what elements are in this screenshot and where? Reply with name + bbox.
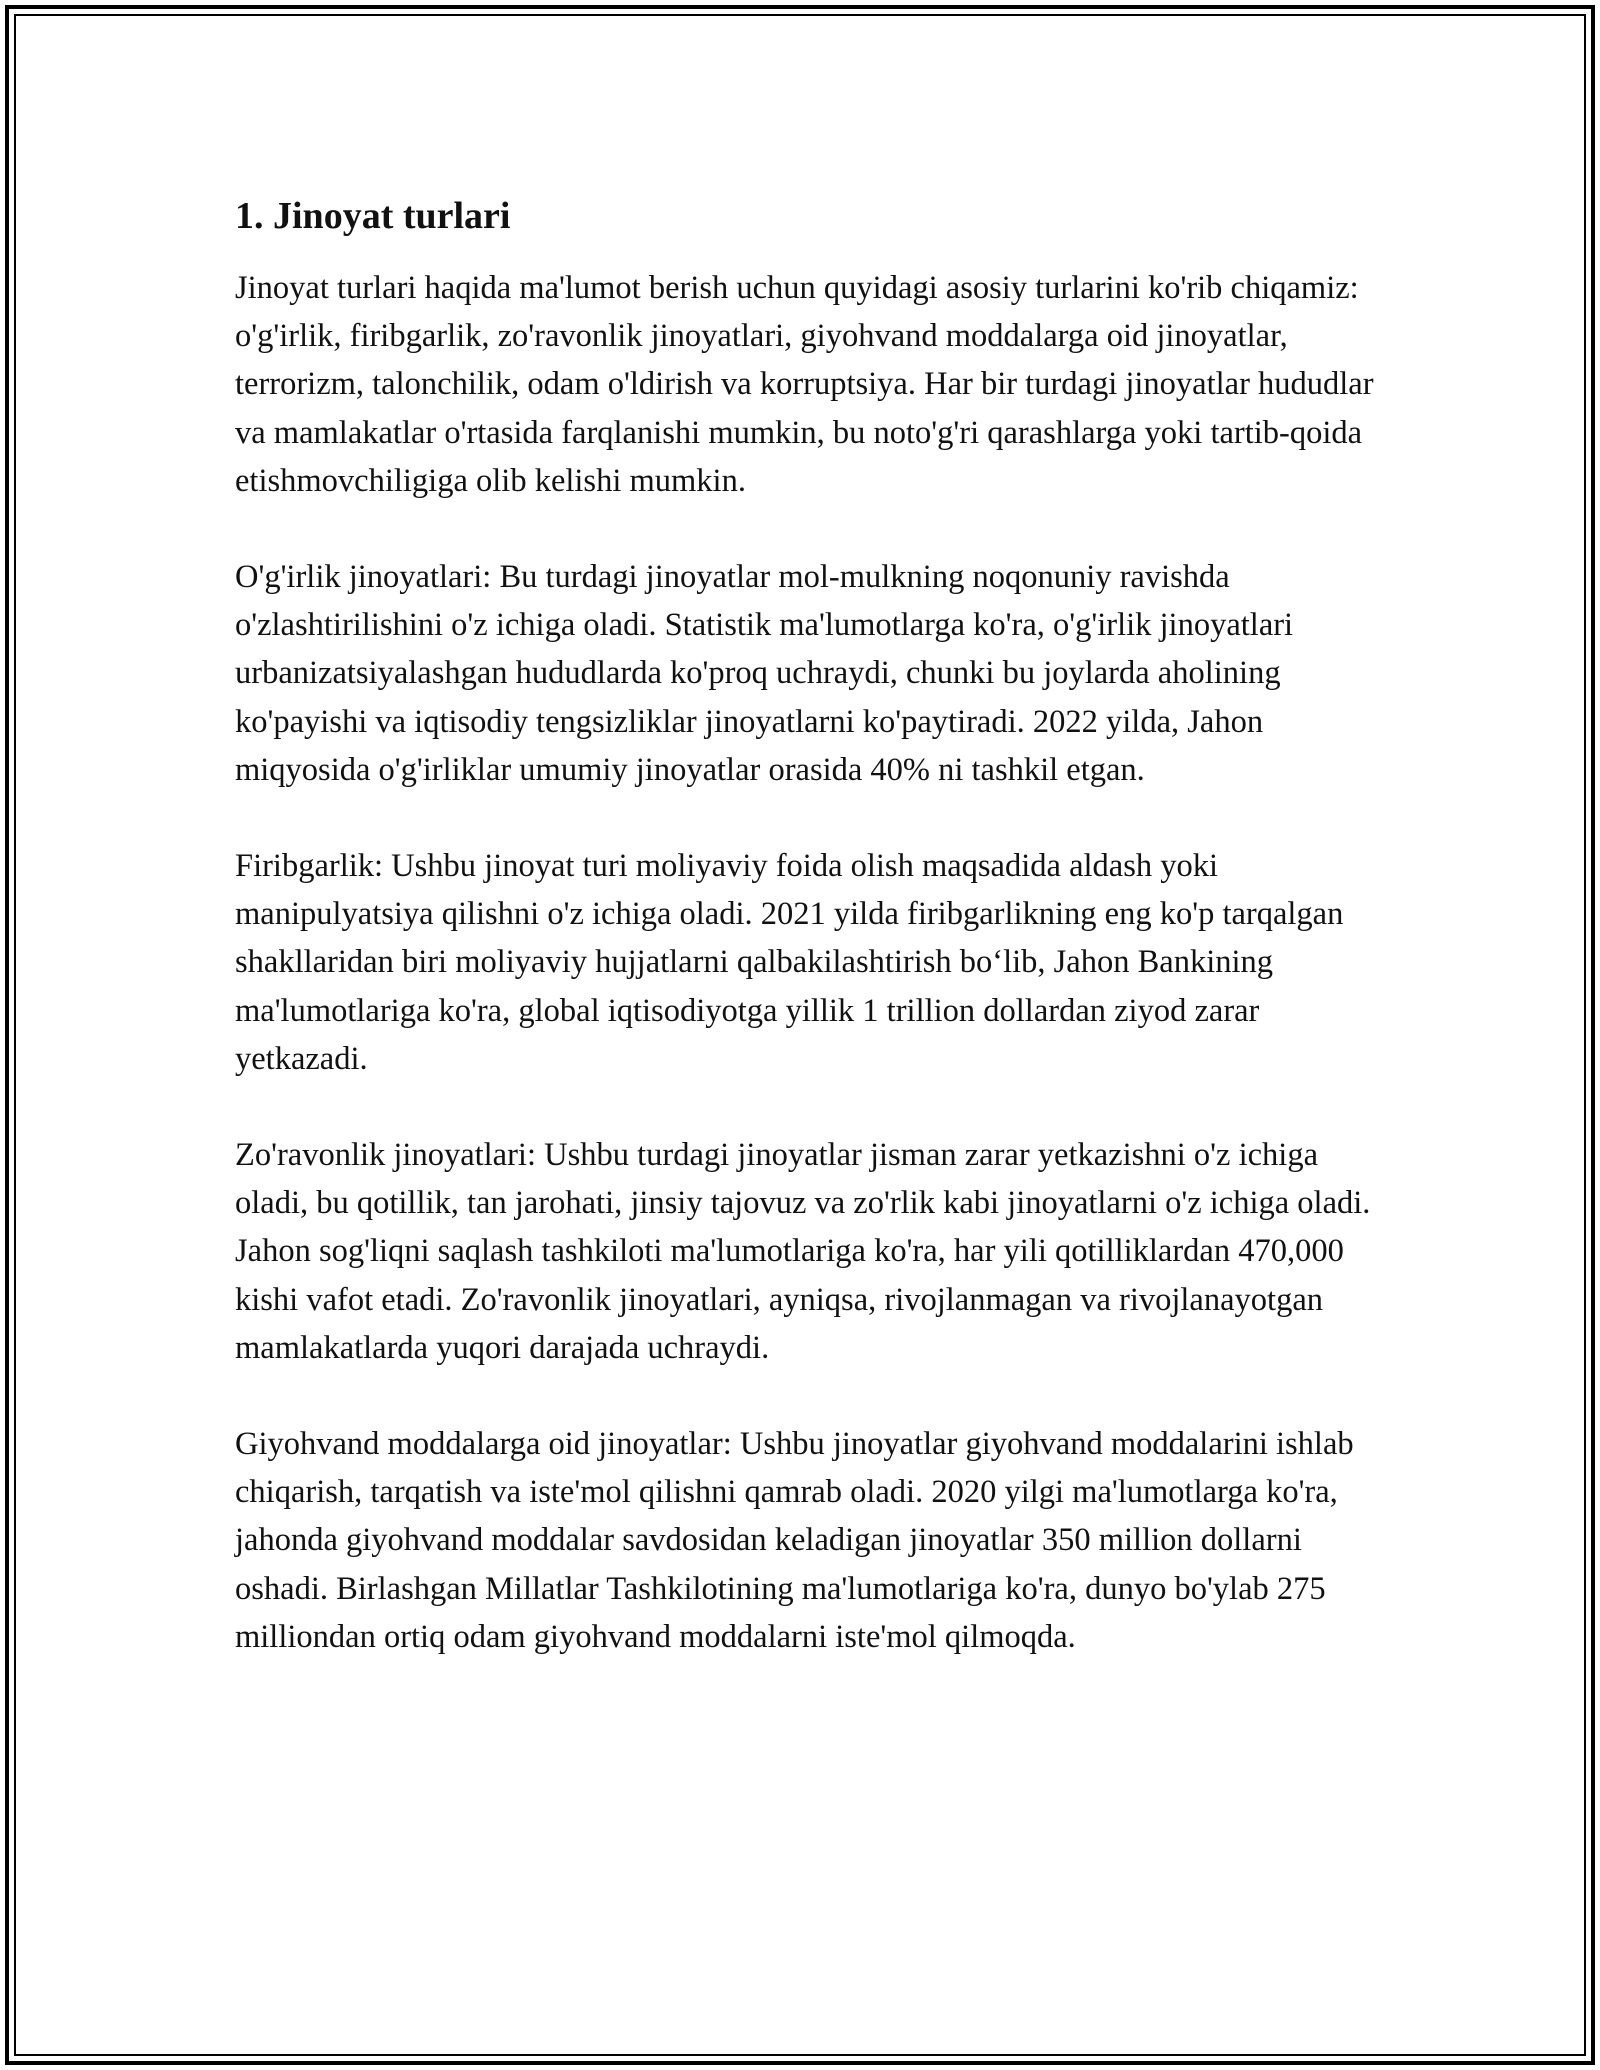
paragraph-fraud: Firibgarlik: Ushbu jinoyat turi moliyaviy foida olish maqsadida aldash yoki manipulyatsiya qilishni o'z ichiga oladi. 2021 yilda firibgarlikning eng ko'p tarqalgan shakllaridan biri moliyaviy hujjatlarni qalbakilashtirish bo‘lib, Jahon Bankining ma'lumotlariga ko'ra, global iqtisodiyotga yillik 1 trillion dollardan ziyod zarar yetkazadi.	[235, 848, 1344, 1077]
paragraph-intro: Jinoyat turlari haqida ma'lumot berish uchun quyidagi asosiy turlarini ko'rib chiqamiz: o'g'irlik, firibgarlik, zo'ravonlik jinoyatlari, giyohvand moddalarga oid jinoyatlar, terrorizm, talonchilik, odam o'ldirish va korruptsiya. Har bir turdagi jinoyatlar hududlar va mamlakatlar o'rtasida farqlanishi mumkin, bu noto'g'ri qarashlarga yoki tartib-qoida etishmovchiligiga olib kelishi mumkin.	[235, 270, 1374, 499]
section-title: 1. Jinoyat turlari	[235, 195, 511, 237]
paragraph-drug-crimes: Giyohvand moddalarga oid jinoyatlar: Ushbu jinoyatlar giyohvand moddalarini ishlab chiqarish, tarqatish va iste'mol qilishni qamrab oladi. 2020 yilgi ma'lumotlarga ko'ra, jahonda giyohvand moddalar savdosidan keladigan jinoyatlar 350 million dollarni oshadi. Birlashgan Millatlar Tashkilotining ma'lumotlariga ko'ra, dunyo bo'ylab 275 milliondan ortiq odam giyohvand moddalarni iste'mol qilmoqda.	[235, 1426, 1354, 1655]
paragraph-theft: O'g'irlik jinoyatlari: Bu turdagi jinoyatlar mol-mulkning noqonuniy ravishda o'zlashtirilishini o'z ichiga oladi. Statistik ma'lumotlarga ko'ra, o'g'irlik jinoyatlari urbanizatsiyalashgan hududlarda ko'proq uchraydi, chunki bu joylarda aholining ko'payishi va iqtisodiy tengsizliklar jinoyatlarni ko'paytiradi. 2022 yilda, Jahon miqyosida o'g'irliklar umumiy jinoyatlar orasida 40% ni tashkil etgan.	[235, 559, 1294, 788]
paragraph-violent-crimes: Zo'ravonlik jinoyatlari: Ushbu turdagi jinoyatlar jisman zarar yetkazishni o'z ichiga oladi, bu qotillik, tan jarohati, jinsiy tajovuz va zo'rlik kabi jinoyatlarni o'z ichiga oladi. Jahon sog'liqni saqlash tashkiloti ma'lumotlariga ko'ra, har yili qotilliklardan 470,000 kishi vafot etadi. Zo'ravonlik jinoyatlari, ayniqsa, rivojlanmagan va rivojlanayotgan mamlakatlarda yuqori darajada uchraydi.	[235, 1137, 1371, 1366]
document-body	[235, 190, 1375, 1709]
